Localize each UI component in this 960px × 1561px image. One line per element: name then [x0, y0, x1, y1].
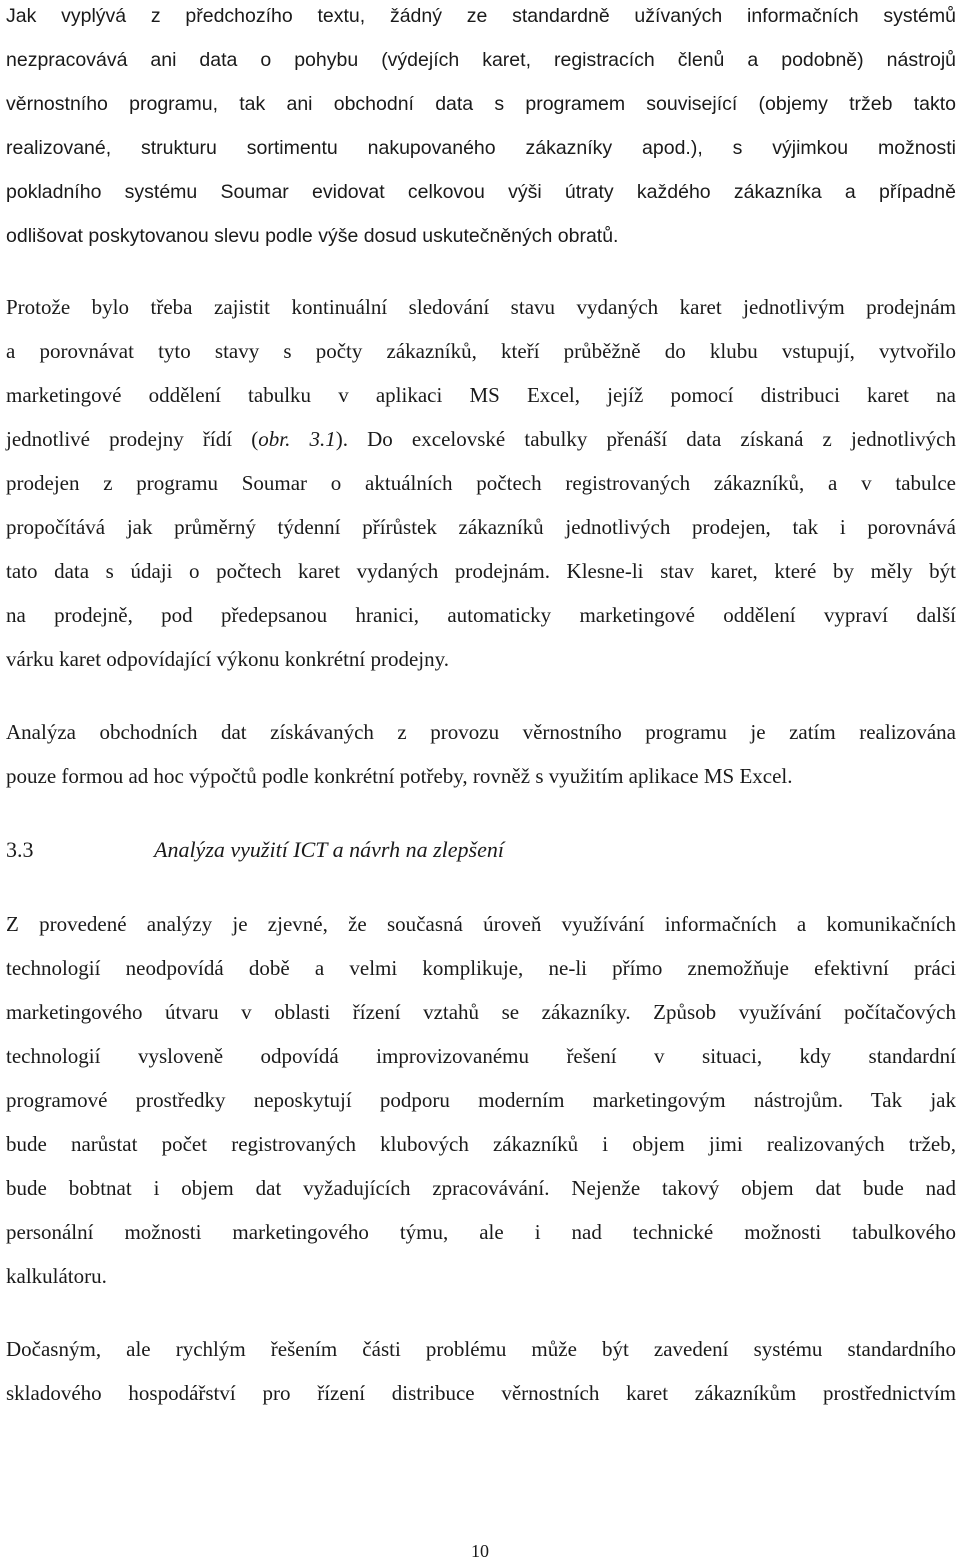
text-line: skladového hospodářství pro řízení distribuce věrnostních karet zákazníkům prostřednictvím: [6, 1381, 956, 1405]
text-line: Jak vyplývá z předchozího textu, žádný ze standardně užívaných informačních systémů: [6, 5, 956, 27]
text-line: várku karet odpovídající výkonu konkrétní prodejny.: [6, 647, 450, 671]
text-line: marketingového útvaru v oblasti řízení vztahů se zákazníky. Způsob využívání počítačových: [6, 1000, 956, 1024]
text-line: [6, 417, 956, 461]
text-line: propočítává jak průměrný týdenní přírůstek zákazníků jednotlivých prodejen, tak i porovnává: [6, 515, 956, 539]
text-line: technologií neodpovídá době a velmi komplikuje, ne-li přímo znemožňuje efektivní práci: [6, 956, 956, 980]
text-line: technologií vysloveně odpovídá improvizovanému řešení v situaci, kdy standardní: [6, 1044, 956, 1068]
figure-reference: obr. 3.1: [258, 427, 336, 451]
text-line: bude bobtnat i objem dat vyžadujících zpracovávání. Nejenže takový objem dat bude nad: [6, 1176, 956, 1200]
paragraph-2: [6, 285, 956, 681]
paragraph-1: [6, 0, 956, 258]
text-line: a porovnávat tyto stavy s počty zákazníků, kteří průběžně do klubu vstupují, vytvořilo: [6, 339, 956, 363]
text-line: pouze formou ad hoc výpočtů podle konkrétní potřeby, rovněž s využitím aplikace MS Excel.: [6, 764, 793, 788]
section-heading: [6, 830, 504, 870]
text-run: ). Do excelovské tabulky přenáší data získaná z jednotlivých: [335, 427, 956, 451]
text-line: realizované, strukturu sortimentu nakupovaného zákazníky apod.), s výjimkou možnosti: [6, 137, 956, 159]
text-line: věrnostního programu, tak ani obchodní data s programem související (objemy tržeb takto: [6, 93, 956, 115]
section-number: 3.3: [6, 837, 34, 862]
text-line: Z provedené analýzy je zjevné, že současná úroveň využívání informačních a komunikačních: [6, 912, 956, 936]
paragraph-5: [6, 1327, 956, 1415]
text-line: prodejen z programu Soumar o aktuálních počtech registrovaných zákazníků, a v tabulce: [6, 471, 956, 495]
text-run: jednotlivé prodejny řídí (: [6, 427, 259, 451]
section-title: Analýza využití ICT a návrh na zlepšení: [154, 837, 504, 862]
paragraph-3: [6, 710, 956, 798]
text-line: nezpracovává ani data o pohybu (výdejích karet, registracích členů a podobně) nástrojů: [6, 49, 956, 71]
text-line: bude narůstat počet registrovaných klubových zákazníků i objem jimi realizovaných tržeb,: [6, 1132, 956, 1156]
text-line: marketingové oddělení tabulku v aplikaci MS Excel, jejíž pomocí distribuci karet na: [6, 383, 956, 407]
page-number: 10: [471, 1541, 489, 1561]
text-line: Analýza obchodních dat získávaných z provozu věrnostního programu je zatím realizována: [6, 720, 956, 744]
text-line: kalkulátoru.: [6, 1264, 107, 1288]
text-line: Dočasným, ale rychlým řešením části problému může být zavedení systému standardního: [6, 1337, 956, 1361]
text-line: personální možnosti marketingového týmu, ale i nad technické možnosti tabulkového: [6, 1220, 956, 1244]
paragraph-4: [6, 902, 956, 1298]
text-line: programové prostředky neposkytují podporu moderním marketingovým nástrojům. Tak jak: [6, 1088, 956, 1112]
text-line: Protože bylo třeba zajistit kontinuální sledování stavu vydaných karet jednotlivým prodejnám: [6, 295, 956, 319]
text-line: pokladního systému Soumar evidovat celkovou výši útraty každého zákazníka a případně: [6, 181, 956, 203]
text-line: tato data s údaji o počtech karet vydaných prodejnám. Klesne-li stav karet, které by měly být: [6, 559, 956, 583]
text-line: na prodejně, pod předepsanou hranici, automaticky marketingové oddělení vypraví další: [6, 603, 956, 627]
text-line: odlišovat poskytovanou slevu podle výše dosud uskutečněných obratů.: [6, 225, 619, 247]
